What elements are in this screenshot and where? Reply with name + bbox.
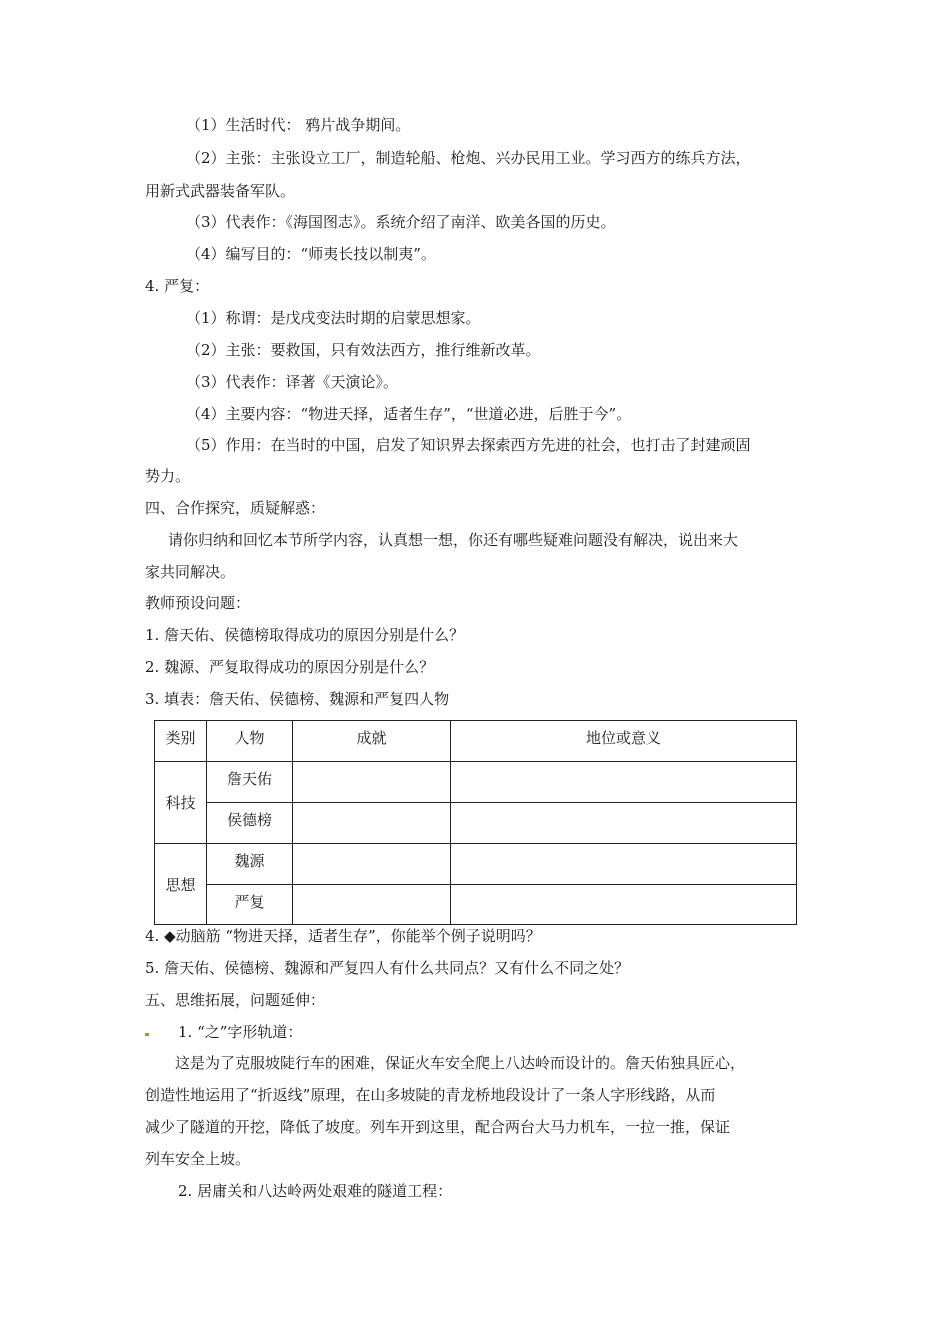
section-heading: 五、思维拓展，问题延伸： [145, 991, 326, 1009]
question: 4. ◆动脑筋 “物进天择，适者生存”，你能举个例子说明吗？ [145, 927, 541, 945]
person-cell: 严复 [207, 885, 293, 925]
question: 5. 詹天佑、侯德榜、魏源和严复四人有什么共同点？又有什么不同之处？ [145, 959, 630, 977]
text-line: 势力。 [145, 467, 191, 485]
blank-cell[interactable] [451, 762, 797, 803]
table-header: 地位或意义 [451, 721, 797, 762]
section-heading: 四、合作探究，质疑解惑： [145, 499, 326, 517]
blank-cell[interactable] [451, 885, 797, 925]
question: 2. 魏源、严复取得成功的原因分别是什么？ [145, 658, 435, 676]
text-line: （5）作用：在当时的中国，启发了知识界去探索西方先进的社会，也打击了封建顽固 [186, 436, 751, 454]
text-line: （3）代表作：译著《天演论》。 [186, 373, 399, 391]
fill-in-table [154, 720, 797, 925]
blank-cell[interactable] [293, 762, 451, 803]
section-heading: 4. 严复： [145, 277, 210, 295]
text-line: 家共同解决。 [145, 563, 236, 581]
person-cell: 魏源 [207, 844, 293, 885]
text-line: 创造性地运用了“折返线”原理，在山多坡陡的青龙桥地段设计了一条人字形线路，从而 [145, 1086, 716, 1104]
table-header: 成就 [293, 721, 451, 762]
blank-cell[interactable] [293, 844, 451, 885]
question: 1. 詹天佑、侯德榜取得成功的原因分别是什么？ [145, 626, 465, 644]
table-header: 人物 [207, 721, 293, 762]
text-line: 这是为了克服坡陡行车的困难，保证火车安全爬上八达岭而设计的。詹天佑独具匠心， [175, 1054, 746, 1072]
text-line: （1）生活时代： 鸦片战争期间。 [186, 116, 411, 134]
text-line: （4）主要内容：“物进天择，适者生存”，“世道必进，后胜于今”。 [186, 405, 632, 423]
text-line: （2）主张：要救国，只有效法西方，推行维新改革。 [186, 341, 541, 359]
blank-cell[interactable] [451, 844, 797, 885]
blank-cell[interactable] [451, 803, 797, 844]
subheading: 1. “之”字形轨道： [178, 1023, 303, 1041]
question: 3. 填表：詹天佑、侯德榜、魏源和严复四人物 [145, 690, 450, 708]
blank-cell[interactable] [293, 803, 451, 844]
text-line: 列车安全上坡。 [145, 1150, 251, 1168]
category-cell: 科技 [155, 762, 207, 844]
text-line: 请你归纳和回忆本节所学内容，认真想一想，你还有哪些疑难问题没有解决，说出来大 [168, 531, 739, 549]
category-cell: 思想 [155, 844, 207, 925]
text-line: 用新式武器装备军队。 [145, 182, 296, 200]
text-line: 教师预设问题： [145, 594, 251, 612]
person-cell: 詹天佑 [207, 762, 293, 803]
text-line: （3）代表作：《海国图志》。系统介绍了南洋、欧美各国的历史。 [186, 213, 616, 231]
margin-mark [145, 1033, 149, 1036]
text-line: （1）称谓：是戊戌变法时期的启蒙思想家。 [186, 309, 481, 327]
table-header: 类别 [155, 721, 207, 762]
blank-cell[interactable] [293, 885, 451, 925]
subheading: 2. 居庸关和八达岭两处艰难的隧道工程： [178, 1182, 453, 1200]
text-line: （4）编写目的：“师夷长技以制夷”。 [186, 245, 436, 263]
person-cell: 侯德榜 [207, 803, 293, 844]
text-line: 减少了隧道的开挖，降低了坡度。列车开到这里，配合两台大马力机车，一拉一推，保证 [145, 1118, 731, 1136]
text-line: （2）主张：主张设立工厂，制造轮船、枪炮、兴办民用工业。学习西方的练兵方法， [186, 149, 751, 167]
